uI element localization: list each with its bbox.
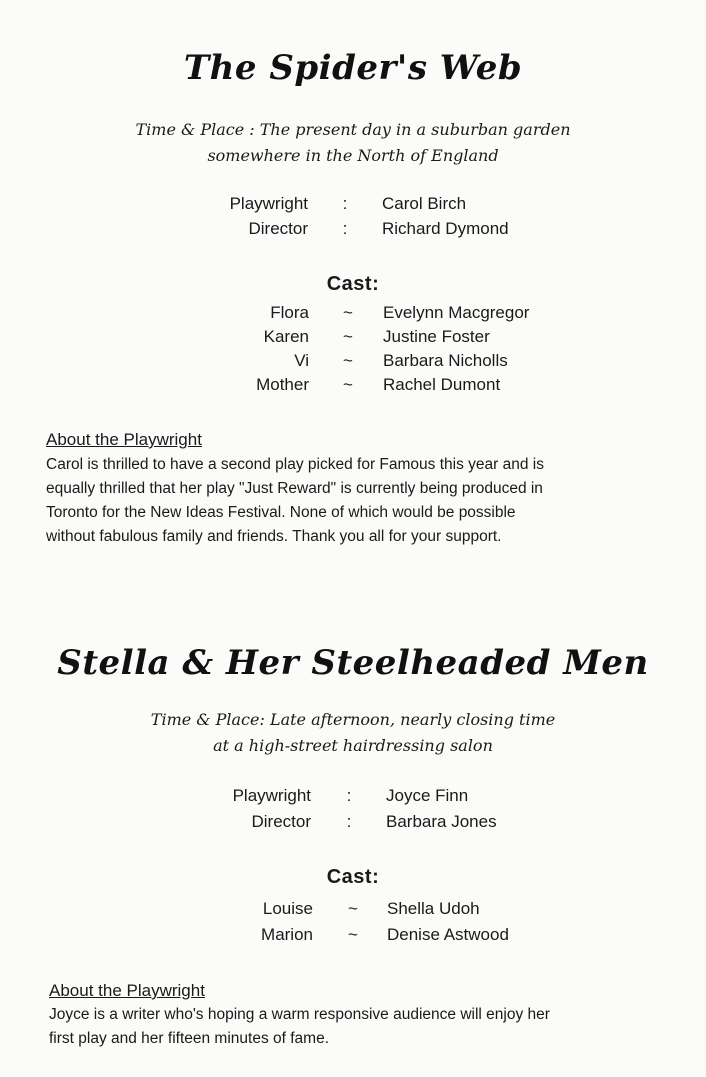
cast-separator: ~ [343,303,353,322]
cast-name: Shella Udoh [387,899,480,918]
cast-separator: ~ [343,375,353,394]
about-playwright-heading: About the Playwright [46,430,202,449]
crew-separator: : [346,812,352,831]
cast-row [0,351,706,375]
time-and-place-line: Time & Place: Late afternoon, nearly closing time [150,710,556,729]
crew-name: Richard Dymond [382,219,509,238]
crew-row-director [0,219,706,243]
crew-name: Joyce Finn [386,786,469,805]
about-line: Carol is thrilled to have a second play picked for Famous this year and is [46,456,544,473]
cast-heading: Cast: [326,273,380,295]
about-playwright-text [49,1003,550,1051]
cast-separator: ~ [343,327,353,346]
about-line: equally thrilled that her play "Just Reward" is currently being produced in [46,480,543,497]
cast-row [0,327,706,351]
crew-row-director [0,812,706,836]
cast-row [0,899,706,923]
crew-role: Playwright [232,786,311,805]
time-and-place-line: at a high-street hairdressing salon [213,736,493,755]
time-and-place-line: Time & Place : The present day in a suburban garden [135,120,571,139]
time-and-place [0,117,706,169]
cast-heading: Cast: [326,866,380,888]
crew-row-playwright [0,786,706,810]
cast-separator: ~ [348,899,358,918]
about-line: first play and her fifteen minutes of fame. [49,1030,329,1047]
crew-separator: : [342,194,348,213]
cast-row [0,925,706,949]
crew-role: Director [251,812,311,831]
cast-role: Mother [256,375,309,394]
crew-role: Director [248,219,308,238]
crew-separator: : [346,786,352,805]
cast-name: Justine Foster [383,327,490,346]
cast-role: Karen [263,327,309,346]
crew-name: Carol Birch [382,194,467,213]
cast-name: Barbara Nicholls [383,351,508,370]
crew-separator: : [342,219,348,238]
cast-separator: ~ [343,351,353,370]
cast-name: Denise Astwood [387,925,509,944]
cast-role: Flora [270,303,309,322]
about-line: Toronto for the New Ideas Festival. None of which would be possible [46,504,516,521]
cast-name: Rachel Dumont [383,375,501,394]
crew-row-playwright [0,194,706,218]
about-line: Joyce is a writer who's hoping a warm responsive audience will enjoy her [49,1006,550,1023]
play-title: The Spider's Web [183,48,523,88]
about-playwright-text [46,453,544,549]
cast-row [0,375,706,399]
crew-role: Playwright [229,194,308,213]
crew-name: Barbara Jones [386,812,497,831]
cast-name: Evelynn Macgregor [383,303,530,322]
cast-separator: ~ [348,925,358,944]
cast-role: Marion [261,925,313,944]
cast-role: Louise [262,899,313,918]
play-title: Stella & Her Steelheaded Men [57,643,649,683]
cast-row [0,303,706,327]
cast-role: Vi [294,351,309,370]
about-playwright-heading: About the Playwright [49,981,205,1000]
time-and-place [0,707,706,759]
about-line: without fabulous family and friends. Thank you all for your support. [46,528,502,545]
time-and-place-line: somewhere in the North of England [207,146,499,165]
